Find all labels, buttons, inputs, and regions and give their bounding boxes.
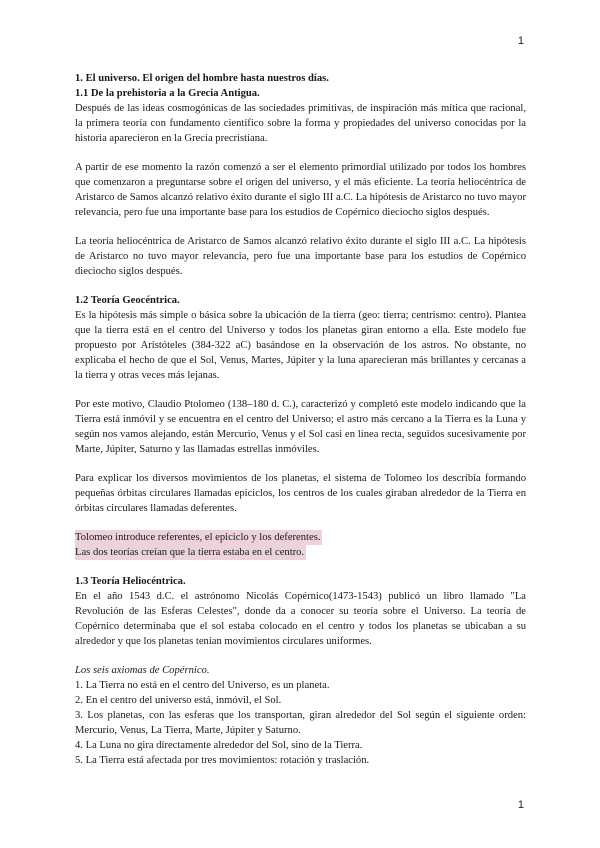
list-item: 5. La Tierra está afectada por tres movimientos: rotación y traslación. (75, 755, 370, 766)
page-number-top: 1 (517, 35, 524, 47)
document-body (75, 71, 526, 768)
section-3-paragraph-1: En el año 1543 d.C. el astrónomo Nicolás Copérnico(1473-1543) publicó un libro llamado "La Revolución de las Esferas Celestes", donde da a conocer su teoría sobre el Universo. La teoría de Copérnico determinaba que el sol estaba colocado en el centro y todos los planetas se ubicaban a su alrededor y que los planetas tenían movimientos circulares uniformes. (75, 591, 526, 647)
section-2-title: 1.2 Teoría Geocéntrica. (75, 295, 180, 306)
page-number-bottom: 1 (517, 799, 524, 811)
section-1-paragraph-1: Después de las ideas cosmogónicas de las sociedades primitivas, de inspiración más mítica que racional, la primera teoría con fundamento científico sobre la forma y propiedades del universo conocidas por la historia aparecieron en la Grecia precristiana. (75, 103, 526, 144)
section-1-paragraph-3: La teoría heliocéntrica de Aristarco de Samos alcanzó relativo éxito durante el siglo III a.C. La hipótesis de Aristarco no tuvo mayor relevancia, pero fue una importante base para los estudios de Copérnico dieciocho siglos después. (75, 236, 526, 277)
section-2-paragraph-3: Para explicar los diversos movimientos de los planetas, el sistema de Tolomeo los describía formando pequeñas órbitas circulares llamadas epiciclos, los centros de los cuales giraban alrededor de la Tierra en órbitas circulares llamadas deferentes. (75, 473, 526, 514)
section-3-title: 1.3 Teoría Heliocéntrica. (75, 576, 186, 587)
list-item: 4. La Luna no gira directamente alrededor del Sol, sino de la Tierra. (75, 740, 363, 751)
section-1-paragraph-2: A partir de ese momento la razón comenzó a ser el elemento primordial utilizado por todos los hombres que comenzaron a preguntarse sobre el origen del universo, y el más eficiente. La teoría heliocéntrica de Aristarco de Samos alcanzó relativo éxito durante el siglo III a.C. La hipótesis de Aristarco no tuvo mayor relevancia, pero fue una importante base para los estudios de Copérnico dieciocho siglos después. (75, 162, 526, 218)
axioms-title: Los seis axiomas de Copérnico. (75, 665, 210, 676)
list-item: 2. En el centro del universo está, inmóvil, el Sol. (75, 695, 282, 706)
list-item: 1. La Tierra no está en el centro del Universo, es un planeta. (75, 680, 330, 691)
heading-main: 1. El universo. El origen del hombre hasta nuestros días. (75, 73, 329, 84)
list-item: 3. Los planetas, con las esferas que los transportan, giran alrededor del Sol según el siguiente orden: Mercurio, Venus, La Tierra, Marte, Júpiter y Saturno. (75, 710, 526, 736)
axioms-list (75, 678, 526, 768)
section-2-paragraph-2: Por este motivo, Claudio Ptolomeo (138–180 d. C.), caracterizó y completó este modelo indicando que la Tierra está inmóvil y se encuentra en el centro del Universo; el astro más cercano a la Tierra es la Luna y según nos vamos alejando, están Mercurio, Venus y el Sol casi en línea recta, seguidos sucesivamente por Marte, Júpiter, Saturno y las llamadas estrellas inmóviles. (75, 399, 526, 455)
section-2-paragraph-1: Es la hipótesis más simple o básica sobre la ubicación de la tierra (geo: tierra; centrismo: centro). Plantea que la tierra está en el centro del Universo y todos los planetas giran entorno a ella. Este modelo fue propuesto por Aristóteles (384-322 aC) basándose en la observación de los astros. No obstante, no explicaba el hecho de que el Sol, Venus, Martes, Júpiter y la luna aparecieran más brillantes y cercanas a la tierra y otras veces más lejanas. (75, 310, 526, 381)
section-1-title: 1.1 De la prehistoria a la Grecia Antigua. (75, 88, 260, 99)
highlight-note-2: Las dos teorías creían que la tierra estaba en el centro. (75, 547, 305, 558)
highlight-note-1: Tolomeo introduce referentes, el epiciclo y los deferentes. (75, 532, 321, 543)
